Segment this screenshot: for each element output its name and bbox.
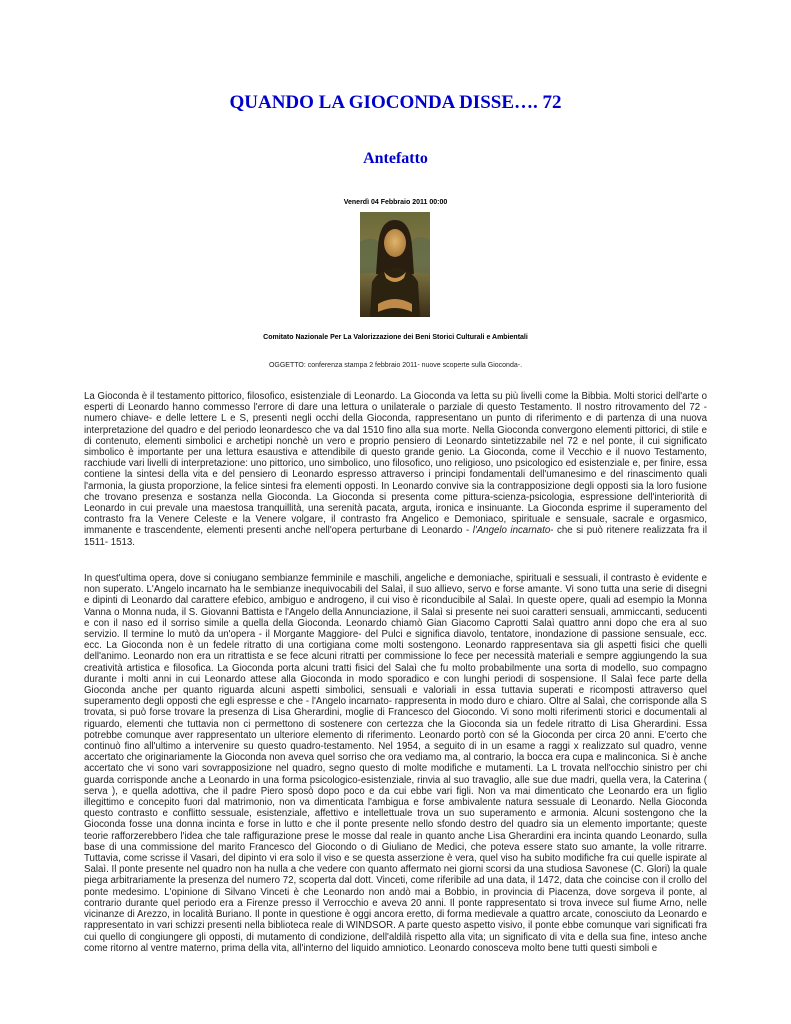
body-paragraph-2: In quest'ultima opera, dove si coniugano sembianze femminile e maschili, angeliche e demoniache, spirituali e sessuali, il contrasto è evidente e non superato. L'Angelo incarnato ha le sembianze inequivocabili del Salaì, il suo allievo, servo e forse amante. Vi sono tutta una serie di disegni e dipinti di Leonardo dal carattere efebico, ambiguo e androgeno, il cui viso è riconducibile al Salaì. In queste opere, quali ad esempio la Monna Vanna o Monna nuda, il S. Giovanni Battista e l'Angelo della Annunciazione, il Salaì si presente nei suoi caratteri sensuali, ammiccanti, seducenti e con il naso ed il sorriso simile a quella della Gioconda. Leonardo chiamò Gian Giacomo Caprotti Salaì quattro anni dopo che era al suo servizio. Il termine lo mutò da un'opera - il Morgante Maggiore- del Pulci e significa diavolo, tentatore, inondazione di passione sensuale, ecc. ecc. La Gioconda non è un fedele ritratto di una cortigiana come molti sostengono. Leonardo rappresentava sia gli aspetti fisici che quelli dell'animo. Leonardo non era un ritrattista e se fece alcuni ritratti per commissione lo fece per necessità materiali e sempre aggiungendo la sua creatività artistica e filosofica. La Gioconda porta alcuni tratti fisici del Salaì che fu molto probabilmente una sorta di modello, suo compagno durante i molti anni in cui Leonardo attese alla Gioconda in modo sporadico e con lunghi periodi di sospensione. Il Salaì fece parte della Gioconda anche per quanto riguarda alcuni aspetti simbolici, sensuali e valoriali in essa tuttavia superati e ricomposti attraverso quel superamento degli opposti che egli espresse e che - l'Angelo incarnato- rappresenta in modo duro e chiaro. Oltre al Salaì, che corrisponde alla S trovata, si può forse trovare la presenza di Lisa Gherardini, moglie di Francesco del Giocondo. Vi sono molti riferimenti storici e documentali al riguardo, elementi che tuttavia non ci permettono di sostenere con certezza che la Gioconda sia un fedele ritratto di Lisa Gherardini. Essa potrebbe comunque aver rappresentato un ulteriore elemento di riferimento. Leonardo portò con sé la Gioconda per circa 20 anni. E'certo che continuò fino all'ultimo a intervenire su questo quadro-testamento. Nel 1954, a seguito di in un esame a raggi x realizzato sul quadro, venne accertato che originariamente la Gioconda non aveva quel sorriso che ora vediamo ma, al contrario, la bocca era cupa e malinconica. Si è anche accertato che vi sono vari sovrapposizione nel quadro, segno questo di molte modifiche e mutamenti. La L trovata nell'occhio sinistro per chi guarda corrisponde anche a Leonardo in una forma psicologico-esistenziale, rinvia al suo travaglio, alle sue due madri, quella vera, la Caterina ( serva ), e quella adottiva, che il padre Piero sposò dopo poco e da cui ebbe vari figli. Non va mai dimenticato che Leonardo era un figlio illegittimo e concepito fuori dal matrimonio, non va dimenticata l'ambigua e forse ambivalente natura sessuale di Leonardo. Nella Gioconda questo contrasto e conflitto sessuale, esistenziale, affettivo e intellettuale trova un suo superamento e armonia. Alcuni sostengono che la Gioconda fosse una donna incinta e forse in lutto e che il ponte presente nello sfondo destro del quadro sia un elemento importante; queste teorie rafforzerebbero l'idea che tale raffigurazione prese le mosse dal reale in quanto anche Lisa Gherardini era incinta quando Leonardo, sulla base di una commissione del marito Francesco del Giocondo o di Giuliano de Medici, che poteva essere stato suo amante, la volle ritrarre. Tuttavia, come scrisse il Vasari, del dipinto vi era solo il viso e se questa asserzione è vera, quel viso ha subito modifiche fra cui quelle ispirate al Salaì. Il ponte presente nel quadro non ha nulla a che vedere con quanto affermato nei giorni scorsi da una studiosa Savonese (C. Glori) la quale piega arbitrariamente la presenza del numero 72, scoperta dal dott. Vinceti, come riferibile ad una data, il 1472, data che coincise con il crollo del ponte medesimo. L'opinione di Silvano Vinceti è che Leonardo non andò mai a Bobbio, in provincia di Piacenza, dove sorgeva il ponte, al contrario durante quel periodo era a Firenze presso il Verrocchio e aveva 20 anni. Il ponte rappresentato si trova invece sul fiume Arno, nelle vicinanze di Arezzo, in località Buriano. Il ponte in questione è oggi ancora eretto, di forma medievale a quattro arcate, conosciuto da Leonardo e rappresentato in vari schizzi presenti nella biblioteca reale di WINDSOR. A parte questo aspetto visivo, il ponte ebbe comunque vari significati fra cui quello di congiungere gli opposti, di mutamento di condizione, dell'aldilà rispetto alla vita; un significato di vita e della sua fine, inteso anche come ritorno al ventre materno, prima della vita, all'interno del liquido amniotico. Leonardo conosceva molto bene tutti questi simboli e [84,573,707,954]
paragraph-1-italic-title: l'Angelo incarnato [472,525,551,537]
mona-lisa-portrait-icon [360,212,430,317]
paragraph-1-tail: - che si può ritenere realizzata fra il 1511- 1513. [84,525,707,548]
article-title: QUANDO LA GIOCONDA DISSE…. 72 [229,92,562,113]
committee-name: Comitato Nazionale Per La Valorizzazione dei Beni Storici Culturali e Ambientali [263,334,528,341]
article-subtitle: Antefatto [363,150,428,167]
article-date: Venerdì 04 Febbraio 2011 00:00 [343,199,448,206]
subject-line: OGGETTO: conferenza stampa 2 febbraio 2011- nuove scoperte sulla Gioconda-. [268,362,523,369]
paragraph-1-text: La Gioconda è il testamento pittorico, filosofico, esistenziale di Leonardo. La Gioconda va letta su più livelli come la Bibbia. Molti storici dell'arte o esperti di Leonardo hanno commesso l'errore di dare una lettura o unilaterale o parziale di questo Testamento. Il nostro ritrovamento del 72 -numero chiave- e delle lettere L e S, presenti negli occhi della Gioconda, rappresentano un punto di riferimento e di partenza di una nuova interpretazione del quadro e del periodo leonardesco che va dal 1510 fino alla sua morte. Nella Gioconda convergono elementi pittorici, di stile e di contenuto, elementi simbolici e archetipi nonchè un vero e proprio pensiero di Leonardo sintetizzabile nel 72 e nel ponte, il cui significato simbolico è importante per una lettura esaustiva e attendibile di questo grande genio. La Gioconda, come il Vecchio e il nuovo Testamento, racchiude vari livelli di interpretazione: uno pittorico, uno simbolico, uno filosofico, uno religioso, uno psicologico ed esistenziale e, per finire, essa contiene la sintesi della vita e del pensiero di Leonardo espresso attraverso i principi fondamentali dell'umanesimo e del rinascimento quali l'armonia, la giusta proporzione, la felice sintesi fra elementi opposti. In Leonardo convive sia la contrapposizione degli opposti sia la loro fusione che trovano presenza e sostanza nella Gioconda. La Gioconda si presenta come pittura-scienza-psicologia, espressione dell'interiorità di Leonardo in cui prevale una maestosa tranquillità, una serenità pacata, arguta, ironica e insinuante. La Gioconda esprime il superamento del contrasto fra la Venere Celeste e la Venere volgare, il contrasto fra Angelico e Demoniaco, spirituale e sensuale, sacrale e orgasmico, immanente e trascendente, elementi presenti anche nell'opera perturbane di Leonardo - [84,391,707,537]
body-paragraph-1 [84,391,707,548]
